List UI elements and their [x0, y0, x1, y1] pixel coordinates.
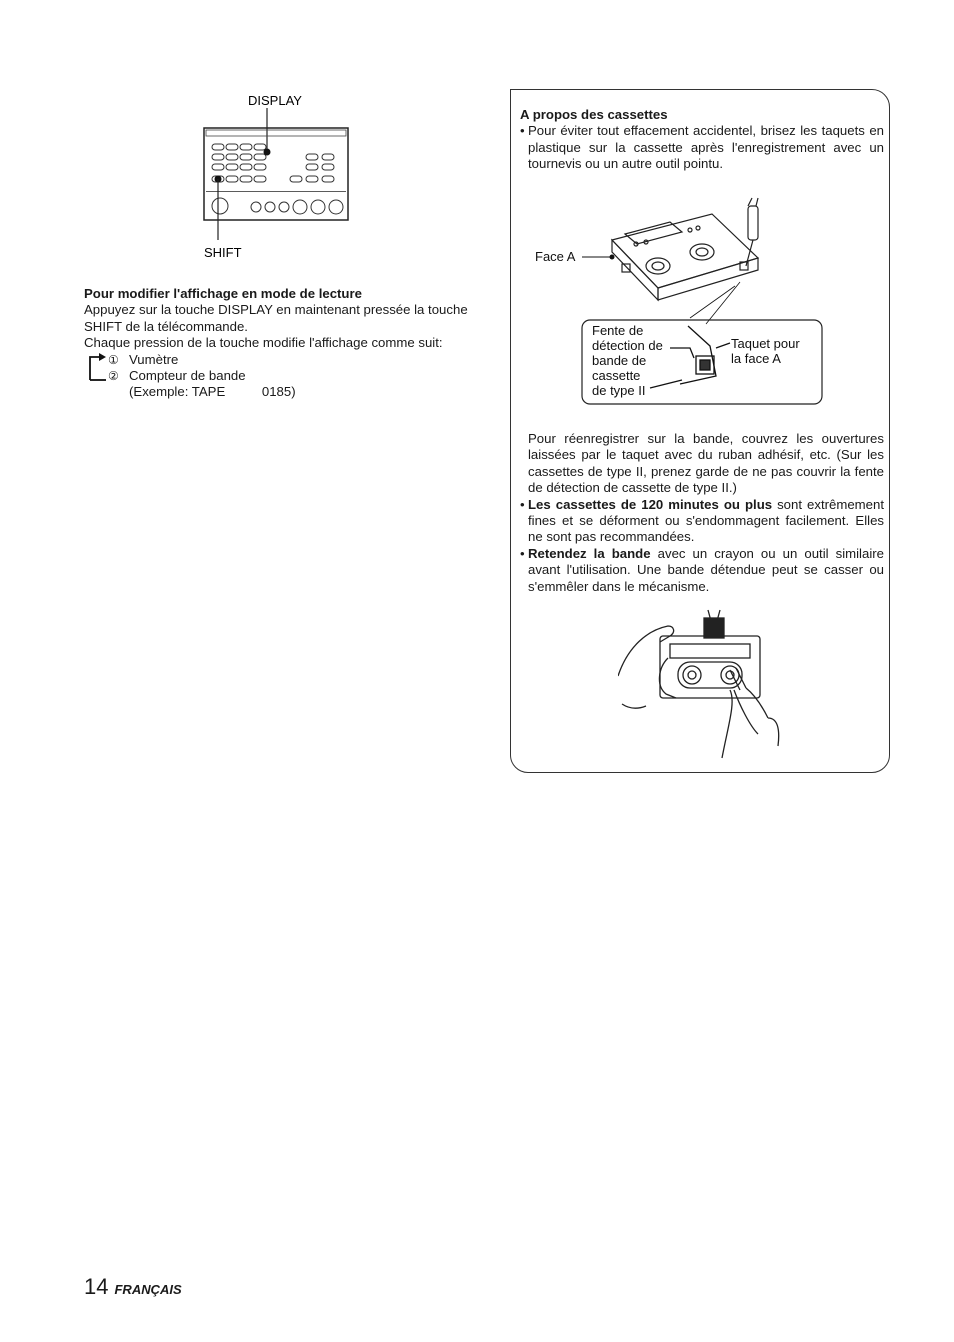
shift-label: SHIFT: [204, 245, 242, 260]
playback-heading: Pour modifier l'affichage en mode de lecture: [84, 286, 362, 301]
cassette-tab-illustration: [530, 196, 830, 410]
cycle-item-vumetre: ① Vumètre: [108, 351, 179, 367]
bullet-retension-tape: • Retendez la bande avec un crayon ou un outil similaire avant l'utilisation. Une bande détendue peut se casser ou s'emmêler dans le mécanisme.: [520, 545, 884, 594]
face-a-label: Face A: [535, 249, 576, 264]
playback-display-section: [84, 286, 474, 401]
display-example: (Exemple: TAPE 0185): [129, 384, 296, 400]
page-number: 14: [84, 1274, 109, 1299]
cassette-care-notes: [520, 431, 884, 595]
page-footer: [84, 1274, 182, 1300]
display-cycle-list: [84, 352, 474, 385]
slot-label-line-1: Fente de: [592, 323, 644, 338]
slot-label-line-2: détection de: [592, 338, 663, 353]
playback-instruction: Appuyez sur la touche DISPLAY en maintenant pressée la touche SHIFT de la télécommande.: [84, 302, 468, 334]
display-label: DISPLAY: [248, 93, 302, 108]
cassette-intro: [520, 107, 884, 173]
page-language: FRANÇAIS: [114, 1282, 182, 1297]
cassette-heading: A propos des cassettes: [520, 107, 668, 122]
slot-label-line-4: cassette: [592, 368, 641, 383]
bullet-erase-protection: • Pour éviter tout effacement accidentel, brisez les taquets en plastique sur la cassette après l'enregistrement avec un tournevis ou un autre outil pointu.: [520, 123, 884, 172]
slot-label-line-5: de type II: [592, 383, 646, 398]
slot-label-line-3: bande de: [592, 353, 647, 368]
rerecord-paragraph: Pour réenregistrer sur la bande, couvrez les ouvertures laissées par le taquet avec du ruban adhésif, etc. (Sur les cassettes de type II, prenez garde de ne pas couvrir la fente de détection de cassette de type II.): [528, 431, 884, 496]
cycle-item-compteur: ② Compteur de bande: [108, 368, 246, 384]
tab-label-line-2: la face A: [731, 351, 781, 366]
pencil-retension-illustration: [618, 606, 788, 766]
playback-cycle-intro: Chaque pression de la touche modifie l'affichage comme suit:: [84, 335, 443, 351]
tab-label-line-1: Taquet pour: [731, 336, 800, 351]
remote-control-illustration: [196, 88, 356, 268]
bullet-long-cassettes: • Les cassettes de 120 minutes ou plus sont extrêmement fines et se déforment ou s'endommagent facilement. Elles ne sont pas recommandées.: [520, 496, 884, 545]
